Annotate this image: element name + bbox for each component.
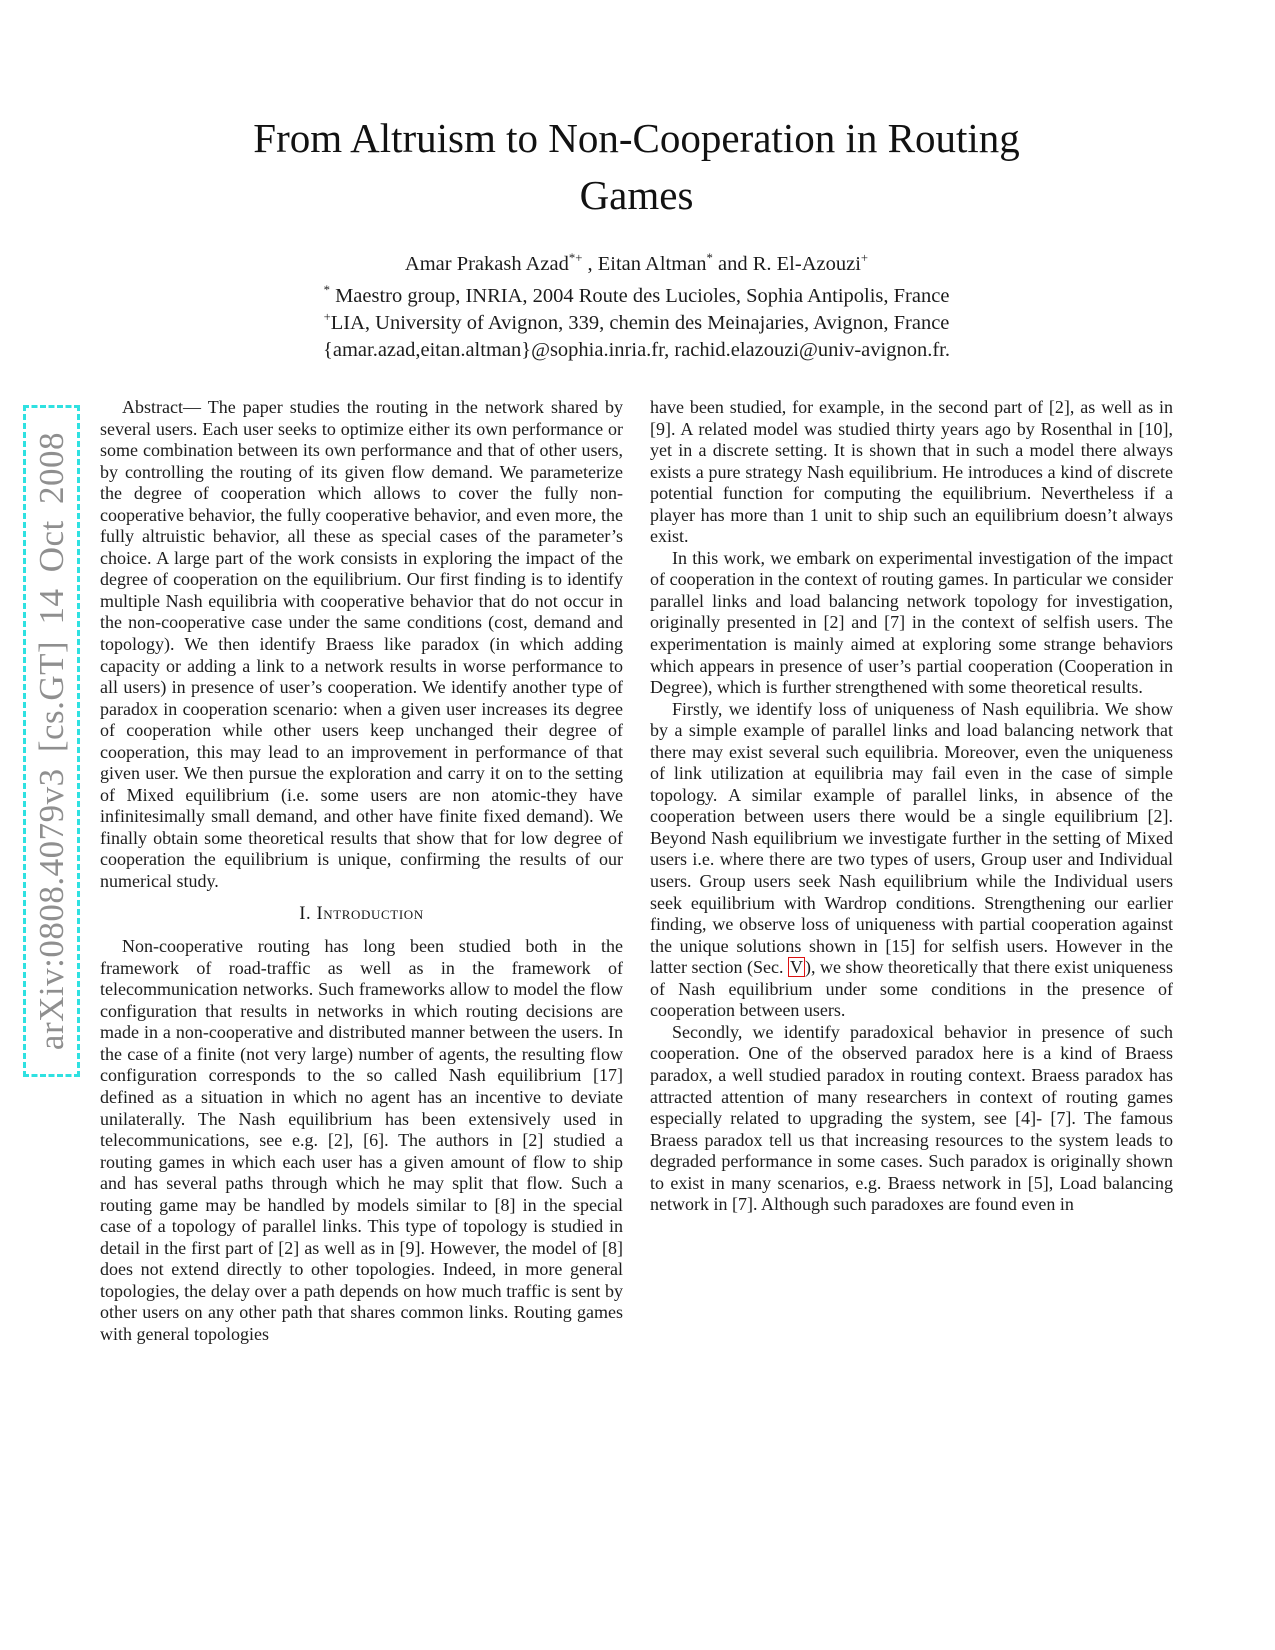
- author-affiliation-marker: *+: [568, 250, 583, 265]
- right-column: [650, 397, 1173, 1216]
- author-line: [100, 251, 1173, 278]
- section-v-reference-link[interactable]: V: [790, 957, 803, 978]
- left-column: [100, 397, 623, 1346]
- affiliation-marker: +: [323, 309, 331, 324]
- author-affiliation-marker: +: [860, 250, 869, 265]
- affiliation-line: [100, 310, 1173, 337]
- title-line-1: From Altruism to Non-Cooperation in Routing: [253, 115, 1020, 161]
- body-paragraph: [650, 699, 1173, 1022]
- arxiv-stamp-box: [23, 405, 80, 1077]
- arxiv-id-label: arXiv:0808.4079v3 [cs.GT] 14 Oct 2008: [31, 431, 71, 1051]
- paragraph-text: Firstly, we identify loss of uniqueness of Nash equilibria. We show by a simple example of parallel links and load balancing network that there may exist several such equilibria. Moreover, even the uniqueness of link utilization at equilibria may fail even in the case of simple topology. A similar example of parallel links, in absence of the cooperation between users there would be a single equilibrium [2]. Beyond Nash equilibrium we investigate further in the setting of Mixed users i.e. where there are two types of users, Group user and Individual users. Group users seek Nash equilibrium while the Individual users seek equilibrium with Wardrop conditions. Strengthening our earlier finding, we observe loss of uniqueness with partial cooperation against the unique solutions shown in [15] for selfish users. However in the latter section (Sec.: [650, 698, 1173, 978]
- paper-title: [100, 110, 1173, 225]
- author-name: Eitan Altman: [597, 252, 707, 275]
- affiliation-marker: *: [323, 282, 330, 297]
- author-affiliation-marker: *: [706, 250, 713, 265]
- affiliation-line: [100, 283, 1173, 310]
- abstract-label: Abstract—: [122, 397, 201, 417]
- author-name: R. El-Azouzi: [752, 252, 861, 275]
- abstract-paragraph: [100, 397, 623, 893]
- author-name: Amar Prakash Azad: [404, 252, 569, 275]
- body-paragraph: Secondly, we identify paradoxical behavior in presence of such cooperation. One of the observed paradox here is a kind of Braess paradox, a well studied paradox in routing context. Braess paradox has attracted attention of many researchers in context of routing games especially related to upgrading the system, see [4]- [7]. The famous Braess paradox tell us that increasing resources to the system leads to degraded performance in some cases. Such paradox is originally shown to exist in many scenarios, e.g. Braess network in [5], Load balancing network in [7]. Although such paradoxes are found even in: [650, 1021, 1173, 1215]
- author-separator: and: [712, 252, 753, 275]
- email-line: {amar.azad,eitan.altman}@sophia.inria.fr, rachid.elazouzi@univ-avignon.fr.: [323, 338, 950, 361]
- abstract-text: The paper studies the routing in the network shared by several users. Each user seeks to optimize either its own performance or some combination between its own performance and that of other users, by controlling the routing of its given flow demand. We parameterize the degree of cooperation which allows to cover the fully non-cooperative behavior, the fully cooperative behavior, and even more, the fully altruistic behavior, all these as special cases of the parameter’s choice. A large part of the work consists in exploring the impact of the degree of cooperation on the equilibrium. Our first finding is to identify multiple Nash equilibria with cooperative behavior that do not occur in the non-cooperative case under the same conditions (cost, demand and topology). We then identify Braess like paradox (in which adding capacity or adding a link to a network results in worse performance to all users) in presence of user’s cooperation. We identify another type of paradox in cooperation scenario: when a given user increases its degree of cooperation while other users keep unchanged their degree of cooperation, this may lead to an improvement in performance of that given user. We then pursue the exploration and carry it on to the setting of Mixed equilibrium (i.e. some users are non atomic-they have infinitesimally small demand, and other have finite fixed demand). We finally obtain some theoretical results that show that for low degree of cooperation the equilibrium is unique, confirming the results of our numerical study.: [100, 397, 623, 892]
- author-separator: ,: [582, 252, 598, 275]
- body-paragraph: have been studied, for example, in the second part of [2], as well as in [9]. A related model was studied thirty years ago by Rosenthal in [10], yet in a discrete setting. It is shown that in such a model there always exists a pure strategy Nash equilibrium. He introduces a kind of discrete potential function for computing the equilibrium. Nevertheless if a player has more than 1 unit to ship such an equilibrium doesn’t always exist.: [650, 397, 1173, 547]
- affiliation-text: LIA, University of Avignon, 339, chemin des Meinajaries, Avignon, France: [330, 311, 950, 334]
- body-paragraph: In this work, we embark on experimental investigation of the impact of cooperation in the context of routing games. In particular we consider parallel links and load balancing network topology for investigation, originally presented in [2] and [7] in the context of selfish users. The experimentation is mainly aimed at exploring some strange behaviors which appears in presence of user’s partial cooperation (Cooperation in Degree), which is further strengthened with some theoretical results.: [650, 547, 1173, 698]
- title-line-2: Games: [579, 172, 694, 219]
- affiliation-text: Maestro group, INRIA, 2004 Route des Lucioles, Sophia Antipolis, France: [329, 284, 950, 307]
- paragraph-text: ), we show theoretically that there exist uniqueness of Nash equilibrium under some conditions in the presence of cooperation between users.: [650, 957, 1173, 1021]
- affiliation-block: [100, 283, 1173, 364]
- paper-header: [100, 110, 1173, 364]
- section-heading-introduction: I. Introduction: [299, 903, 424, 924]
- body-paragraph: Non-cooperative routing has long been studied both in the framework of road-traffic as well as in the framework of telecommunication networks. Such frameworks allow to model the flow configuration that results in networks in which routing decisions are made in a non-cooperative and distributed manner between the users. In the case of a finite (not very large) number of agents, the resulting flow configuration corresponds to the so called Nash equilibrium [17] defined as a situation in which no agent has an incentive to deviate unilaterally. The Nash equilibrium has been extensively used in telecommunications, see e.g. [2], [6]. The authors in [2] studied a routing games in which each user has a given amount of flow to ship and has several paths through which he may split that flow. Such a routing game may be handled by models similar to [8] in the special case of a topology of parallel links. This type of topology is studied in detail in the first part of [2] as well as in [9]. However, the model of [8] does not extend directly to other topologies. Indeed, in more general topologies, the delay over a path depends on how much traffic is sent by other users on any other path that shares common links. Routing games with general topologies: [100, 936, 623, 1344]
